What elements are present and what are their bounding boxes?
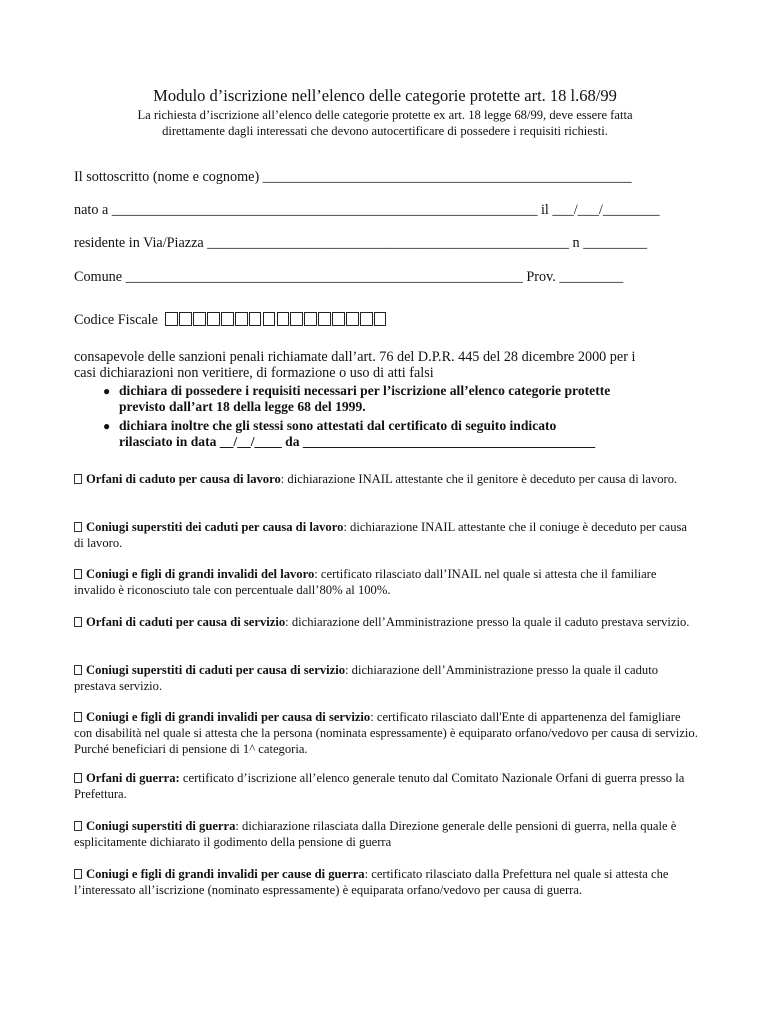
category-description: : dichiarazione INAIL attestante che il coniuge è deceduto per causa di lavoro. (74, 520, 687, 550)
category-name: Coniugi superstiti di guerra (86, 819, 236, 833)
category-description: : certificato rilasciato dall’INAIL nel quale si attesta che il familiare invalido è riconosciuto tale con percentuale dall’80% al 100%. (74, 567, 657, 597)
consapevole-text (74, 349, 699, 381)
codice-fiscale-char-box[interactable] (318, 312, 331, 326)
codice-fiscale-char-box[interactable] (221, 312, 234, 326)
checkbox-icon[interactable] (74, 869, 82, 879)
category-description: : dichiarazione dell’Amministrazione presso la quale il caduto prestava servizio. (74, 663, 659, 693)
category-description: : dichiarazione dell’Amministrazione presso la quale il caduto prestava servizio. (285, 615, 690, 629)
codice-fiscale-char-box[interactable] (346, 312, 359, 326)
category-description: : dichiarazione INAIL attestante che il genitore è deceduto per causa di lavoro. (280, 472, 678, 486)
category-name: Orfani di caduto per causa di lavoro (86, 472, 281, 486)
category-name: Orfani di guerra: (86, 771, 180, 785)
bullet-2-line-2: rilasciato in data __/__/____ da ___________________________________________ (119, 434, 596, 449)
codice-fiscale-char-box[interactable] (374, 312, 387, 326)
category-description: : dichiarazione rilasciata dalla Direzione generale delle pensioni di guerra, nella quale è esplicitamente dichiarato il godimento della pensione di guerra (74, 819, 677, 849)
checkbox-icon[interactable] (74, 665, 82, 675)
bullet-1-line-1: dichiara di possedere i requisiti necessari per l’iscrizione all’elenco categorie protette (119, 383, 611, 398)
codice-fiscale-boxes[interactable] (165, 312, 387, 331)
form-title: Modulo d’iscrizione nell’elenco delle categorie protette art. 18 l.68/99 (153, 86, 617, 105)
checkbox-icon[interactable] (74, 773, 82, 783)
category-item (74, 866, 699, 898)
checkbox-icon[interactable] (74, 821, 82, 831)
subtitle-line-1: La richiesta d’iscrizione all’elenco delle categorie protette ex art. 18 legge 68/99, deve essere fatta (137, 108, 633, 122)
category-item (74, 519, 699, 551)
codice-fiscale-char-box[interactable] (207, 312, 220, 326)
codice-fiscale-char-box[interactable] (290, 312, 303, 326)
consapevole-line-1: consapevole delle sanzioni penali richiamate dall’art. 76 del D.P.R. 445 del 28 dicembre 2000 per i (74, 349, 636, 365)
checkbox-icon[interactable] (74, 617, 82, 627)
codice-fiscale-char-box[interactable] (249, 312, 262, 326)
category-description: : certificato rilasciato dall'Ente di appartenenza del famigliare con disabilità nel quale si attesta che la persona (nominata espressamente) è equiparato orfano/vedovo per causa di servizio. Purché beneficiari di pensione di 1^ categoria. (74, 710, 698, 756)
codice-fiscale-char-box[interactable] (332, 312, 345, 326)
category-description: certificato d’iscrizione all’elenco generale tenuto dal Comitato Nazionale Orfani di guerra presso la Prefettura. (74, 771, 685, 801)
category-item (74, 614, 699, 630)
checkbox-icon[interactable] (74, 569, 82, 579)
bullet-2-line-1: dichiara inoltre che gli stessi sono attestati dal certificato di seguito indicato (119, 418, 557, 433)
bullet-icon: ● (103, 419, 111, 433)
category-name: Coniugi e figli di grandi invalidi per cause di guerra (86, 867, 365, 881)
codice-fiscale-label: Codice Fiscale (74, 312, 158, 328)
declaration-bullet-2 (103, 418, 719, 450)
category-item (74, 662, 699, 694)
declaration-bullet-1 (103, 383, 719, 415)
category-item (74, 471, 699, 487)
codice-fiscale-char-box[interactable] (179, 312, 192, 326)
codice-fiscale-char-box[interactable] (304, 312, 317, 326)
sottoscritto-field[interactable]: Il sottoscritto (nome e cognome) ____________________________________________________ (74, 169, 632, 185)
codice-fiscale-char-box[interactable] (235, 312, 248, 326)
codice-fiscale-row (74, 312, 692, 331)
category-name: Coniugi e figli di grandi invalidi del lavoro (86, 567, 315, 581)
category-name: Coniugi superstiti dei caduti per causa di lavoro (86, 520, 344, 534)
checkbox-icon[interactable] (74, 522, 82, 532)
checkbox-icon[interactable] (74, 474, 82, 484)
codice-fiscale-char-box[interactable] (193, 312, 206, 326)
category-name: Orfani di caduti per causa di servizio (86, 615, 286, 629)
consapevole-line-2: casi dichiarazioni non veritiere, di formazione o uso di atti falsi (74, 365, 434, 381)
codice-fiscale-char-box[interactable] (360, 312, 373, 326)
bullet-1-line-2: previsto dall’art 18 della legge 68 del 1999. (119, 399, 366, 414)
category-description: : certificato rilasciato dalla Prefettura nel quale si attesta che l’interessato all’iscrizione (nominato espressamente) è equiparata orfano/vedovo per causa di guerra. (74, 867, 669, 897)
category-name: Coniugi superstiti di caduti per causa di servizio (86, 663, 346, 677)
subtitle-line-2: direttamente dagli interessati che devono autocertificare di possedere i requisiti richiesti. (162, 124, 608, 138)
checkbox-icon[interactable] (74, 712, 82, 722)
nato-field[interactable]: nato a ____________________________________________________________ il ___/___/________ (74, 202, 660, 218)
category-item (74, 709, 699, 757)
category-item (74, 818, 699, 850)
codice-fiscale-char-box[interactable] (277, 312, 290, 326)
comune-field[interactable]: Comune ________________________________________________________ Prov. _________ (74, 269, 624, 285)
category-item (74, 770, 699, 802)
category-item (74, 566, 699, 598)
codice-fiscale-char-box[interactable] (263, 312, 276, 326)
category-name: Coniugi e figli di grandi invalidi per causa di servizio (86, 710, 371, 724)
residente-field[interactable]: residente in Via/Piazza ___________________________________________________ n _________ (74, 235, 648, 251)
form-subtitle (90, 107, 680, 139)
bullet-icon: ● (103, 384, 111, 398)
codice-fiscale-char-box[interactable] (165, 312, 178, 326)
